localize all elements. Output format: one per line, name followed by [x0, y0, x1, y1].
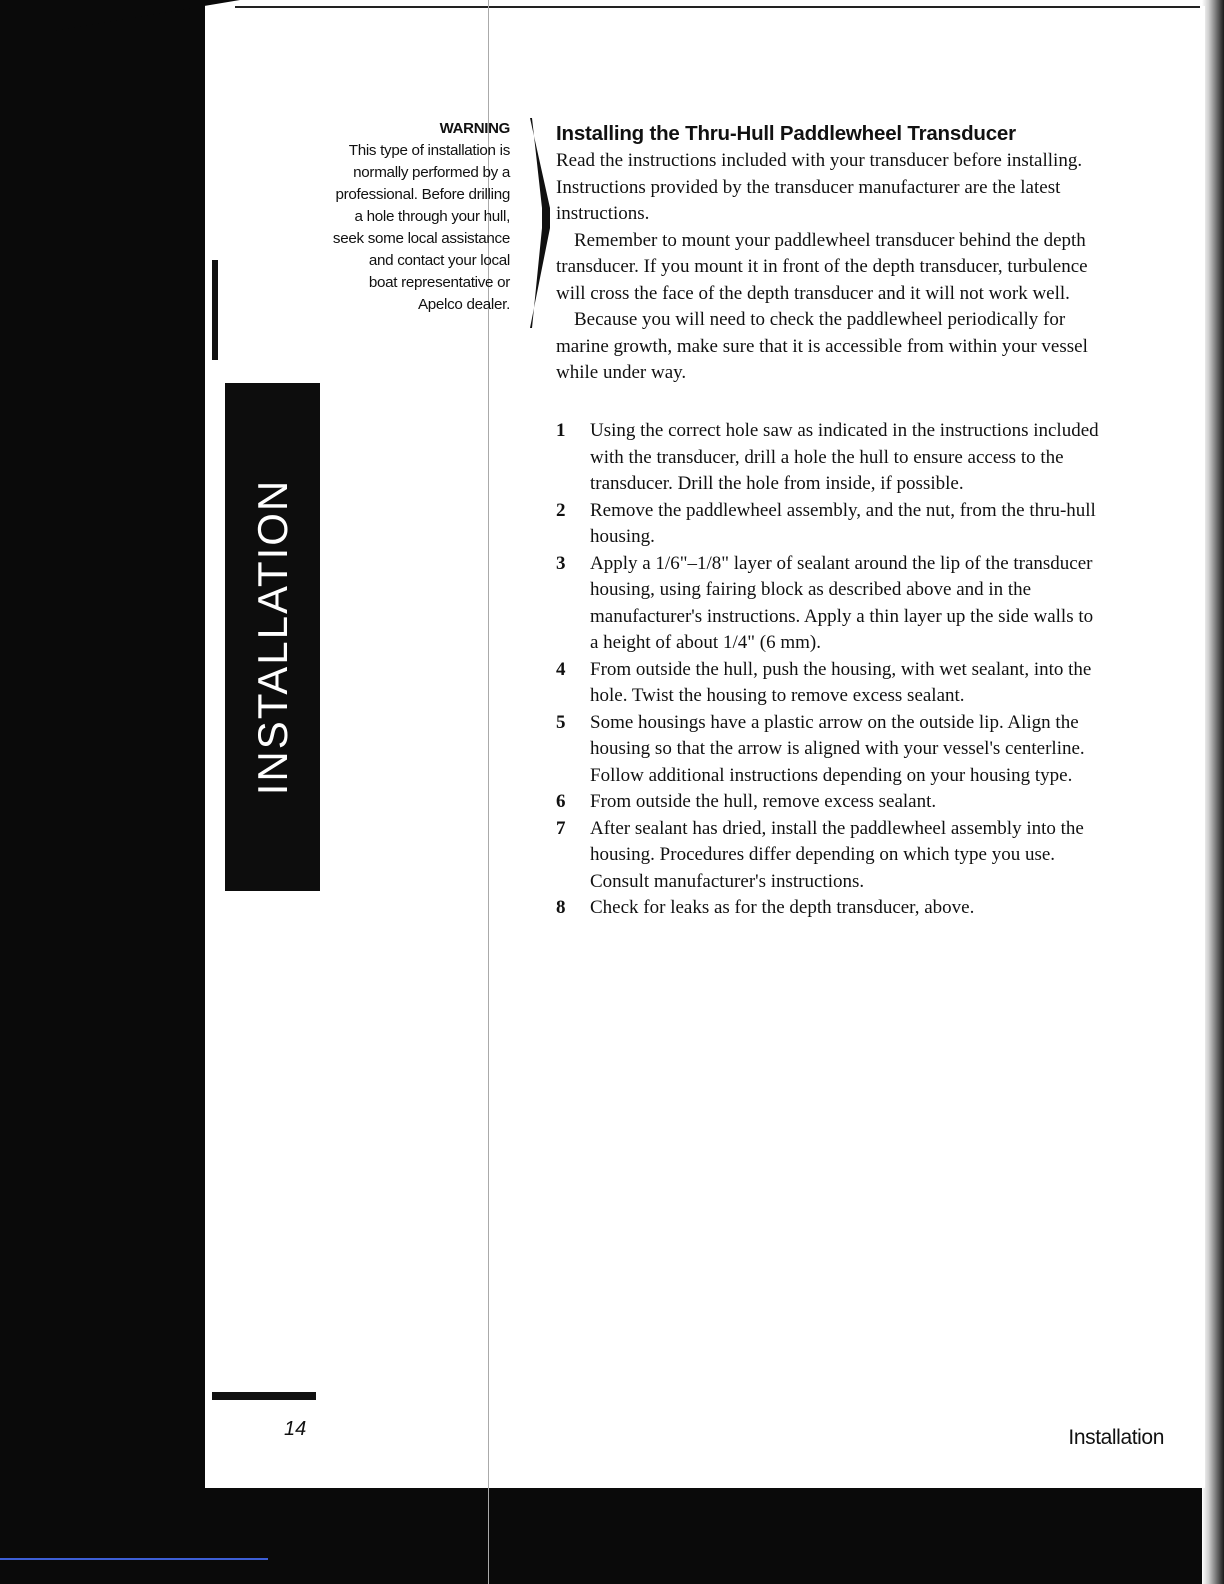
step-item — [556, 551, 1181, 657]
step-text: Apply a 1/6"–1/8" layer of sealant around the lip of the transducer housing, using fairing block as described above and in the manufacturer's instructions. Apply a thin layer up the side walls to a height of about 1/4" (6 mm). — [590, 552, 1094, 653]
warning-title: WARNING — [439, 120, 510, 137]
step-number: 7 — [556, 817, 566, 839]
step-item — [556, 816, 1181, 896]
footer-rule — [212, 1392, 316, 1400]
scan-bottom-shadow — [0, 1488, 1224, 1584]
step-text: After sealant has dried, install the paddlewheel assembly into the housing. Procedures differ depending on which type you use. Consult manufacturer's instructions. — [590, 817, 1084, 892]
step-item — [556, 710, 1181, 790]
footer-section-name: Installation — [1068, 1426, 1164, 1449]
step-number: 4 — [556, 658, 566, 680]
warning-note — [300, 118, 510, 316]
step-number: 1 — [556, 420, 566, 441]
step-number: 6 — [556, 791, 566, 812]
step-number: 5 — [556, 711, 566, 733]
step-item — [556, 657, 1181, 710]
steps-list — [556, 418, 1181, 922]
step-text: From outside the hull, remove excess sealant. — [590, 791, 937, 812]
warning-line: and contact your local — [368, 252, 510, 269]
access-paragraph: Because you will need to check the paddlewheel periodically for marine growth, make sure that it is accessible from within your vessel while under way. — [556, 309, 1088, 383]
step-text: Check for leaks as for the depth transducer, above. — [590, 897, 975, 918]
scan-bottom-strip — [0, 1558, 268, 1560]
warning-line: a hole through your hull, — [354, 208, 510, 225]
warning-line: seek some local assistance — [332, 230, 510, 247]
warning-bracket-icon — [528, 118, 552, 328]
page-number: 14 — [284, 1418, 307, 1440]
warning-line: Apelco dealer. — [417, 296, 510, 313]
warning-line: This type of installation is — [348, 142, 510, 159]
side-tab-label: INSTALLATION — [248, 478, 296, 796]
scan-right-edge — [1202, 0, 1224, 1584]
step-text: Remove the paddlewheel assembly, and the nut, from the thru-hull housing. — [590, 499, 1096, 547]
page-top-edge — [235, 6, 1200, 8]
main-content — [556, 120, 1181, 387]
step-number: 3 — [556, 552, 566, 574]
step-number: 8 — [556, 897, 566, 918]
step-text: Using the correct hole saw as indicated in the instructions included with the transducer, drill a hole the hull to ensure access to the transducer. Drill the hole from inside, if possible. — [590, 420, 1099, 494]
edge-mark — [212, 260, 218, 360]
step-item — [556, 895, 1181, 922]
step-number: 2 — [556, 499, 566, 521]
scan-binding-shadow — [0, 0, 205, 1584]
warning-line: normally performed by a — [353, 164, 510, 181]
step-item — [556, 789, 1181, 816]
intro-paragraph: Read the instructions included with your transducer before installing. Instructions provided by the transducer manufacturer are the latest instructions. — [556, 150, 1083, 224]
step-text: Some housings have a plastic arrow on the outside lip. Align the housing so that the arrow is aligned with your vessel's centerline. Follow additional instructions depending on your housing type. — [590, 711, 1085, 786]
section-side-tab — [225, 383, 320, 891]
warning-line: professional. Before drilling — [335, 186, 510, 203]
step-item — [556, 498, 1181, 551]
mounting-paragraph: Remember to mount your paddlewheel transducer behind the depth transducer. If you mount it in front of the depth transducer, turbulence will cross the face of the depth transducer and it will not work well. — [556, 229, 1088, 304]
step-text: From outside the hull, push the housing, with wet sealant, into the hole. Twist the housing to remove excess sealant. — [590, 658, 1092, 706]
warning-line: boat representative or — [368, 274, 510, 291]
section-title: Installing the Thru-Hull Paddlewheel Transducer — [556, 122, 1016, 145]
step-item — [556, 418, 1181, 498]
